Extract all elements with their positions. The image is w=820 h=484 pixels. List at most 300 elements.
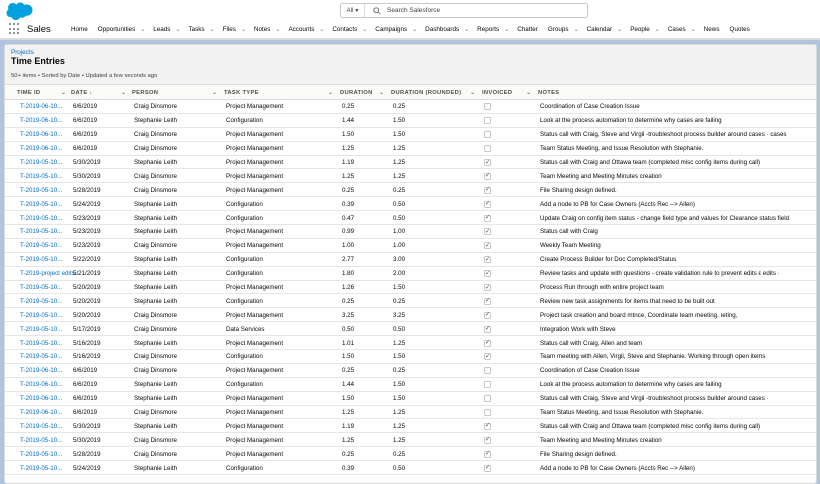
invoiced-checked-icon: ✓	[484, 353, 491, 360]
cell-duration-rounded: 1.25	[393, 409, 406, 417]
table-row[interactable]	[5, 281, 816, 295]
list-view-panel	[4, 44, 817, 484]
cell-invoiced	[484, 336, 536, 350]
cell-person: Stephanie Leith	[134, 381, 178, 389]
nav-item-accounts[interactable]	[288, 20, 332, 38]
cell-duration: 1.25	[342, 145, 355, 153]
column-header-date[interactable]	[71, 86, 93, 100]
cell-duration: 1.26	[342, 284, 355, 292]
cell-time-id[interactable]: T-2019-05-10...	[20, 353, 63, 361]
search-scope-label: All	[346, 7, 354, 14]
cell-invoiced	[484, 447, 536, 461]
cell-person: Craig Dinsmore	[134, 353, 177, 361]
table-row[interactable]	[5, 142, 816, 156]
cell-date: 5/20/2019	[73, 297, 101, 305]
cell-time-id[interactable]: T-2019-05-10...	[20, 325, 63, 333]
cell-notes: Team Meeting and Meeting Minutes creation	[540, 172, 662, 180]
cell-date: 5/17/2019	[73, 325, 101, 333]
chevron-down-icon[interactable]: ⌄	[412, 26, 418, 33]
chevron-down-icon[interactable]: ⌄	[209, 26, 215, 33]
nav-item-label: Leads	[153, 25, 171, 33]
nav-item-dashboards[interactable]	[425, 20, 477, 38]
cell-time-id[interactable]: T-2019-06-10...	[20, 131, 63, 139]
chevron-down-icon[interactable]: ⌄	[690, 26, 696, 33]
cell-time-id[interactable]: T-2019-06-10...	[20, 103, 63, 111]
nav-item-label: Reports	[477, 25, 500, 33]
invoiced-unchecked-icon	[484, 367, 491, 374]
table-row[interactable]	[5, 308, 816, 322]
cell-person: Craig Dinsmore	[134, 409, 177, 417]
cell-date: 5/20/2019	[73, 311, 101, 319]
cell-duration-rounded: 1.25	[393, 145, 406, 153]
chevron-down-icon[interactable]: ⌄	[140, 26, 146, 33]
cell-notes: Look at the process automation to determine why cases are failing	[540, 381, 722, 389]
cell-time-id[interactable]: T-2019-project edits...	[20, 270, 80, 278]
cell-invoiced	[484, 294, 536, 308]
cell-duration: 1.50	[342, 131, 355, 139]
cell-date: 6/6/2019	[73, 117, 98, 125]
cell-person: Stephanie Leith	[134, 117, 178, 125]
invoiced-unchecked-icon	[484, 381, 491, 388]
cell-date: 6/6/2019	[73, 145, 98, 153]
cell-task-type: Configuration	[226, 297, 263, 305]
column-header-label: INVOICED	[482, 90, 513, 96]
cell-task-type: Project Management	[226, 131, 284, 139]
cell-notes: Status call with Craig, Allen and team	[540, 339, 643, 347]
table-row[interactable]	[5, 100, 816, 114]
cell-invoiced	[484, 350, 536, 364]
nav-item-label: Groups	[547, 25, 569, 33]
cell-duration-rounded: 0.25	[393, 103, 406, 111]
cell-person: Craig Dinsmore	[134, 242, 177, 250]
invoiced-checked-icon: ✓	[484, 173, 491, 180]
cell-invoiced	[484, 156, 536, 170]
nav-item-chatter[interactable]	[517, 20, 548, 38]
cell-task-type: Configuration	[226, 464, 263, 472]
cell-notes: Update Craig on config item status - change field type and values for Clearance status field	[540, 214, 790, 222]
cell-time-id[interactable]: T-2019-05-10...	[20, 339, 63, 347]
column-header-task-type[interactable]	[224, 86, 259, 100]
cell-invoiced	[484, 114, 536, 128]
cell-notes: File Sharing design defined.	[540, 450, 617, 458]
table-row[interactable]	[5, 211, 816, 225]
cell-invoiced	[484, 392, 536, 406]
cell-time-id[interactable]: T-2019-05-10...	[20, 172, 63, 180]
search-input[interactable]	[387, 7, 567, 14]
nav-item-reports[interactable]	[477, 20, 517, 38]
cell-duration-rounded: 0.25	[393, 186, 406, 194]
search-scope-dropdown[interactable]	[341, 4, 365, 17]
cell-invoiced	[484, 253, 536, 267]
column-header-invoiced[interactable]	[482, 86, 512, 100]
nav-item-label: News	[703, 25, 720, 33]
column-menu-chevron-icon[interactable]: ⌄	[526, 90, 532, 96]
nav-item-label: Accounts	[288, 25, 315, 33]
cell-duration: 2.77	[342, 256, 355, 264]
cell-time-id[interactable]: T-2019-05-10...	[20, 464, 63, 472]
column-header-label: TASK TYPE	[224, 90, 259, 96]
cell-person: Stephanie Leith	[134, 256, 178, 264]
cell-date: 5/23/2019	[73, 228, 101, 236]
cell-duration: 0.25	[342, 186, 355, 194]
cell-duration: 1.19	[342, 422, 355, 430]
nav-item-label: Quotes	[729, 25, 750, 33]
cell-task-type: Project Management	[226, 395, 284, 403]
cell-invoiced	[484, 169, 536, 183]
cell-person: Stephanie Leith	[134, 228, 178, 236]
search-icon	[373, 7, 381, 15]
cell-time-id[interactable]: T-2019-05-10...	[20, 228, 63, 236]
invoiced-checked-icon: ✓	[484, 437, 491, 444]
table-row[interactable]	[5, 461, 816, 475]
cell-person: Stephanie Leith	[134, 297, 178, 305]
cell-duration-rounded: 3.25	[393, 311, 406, 319]
cell-date: 6/6/2019	[73, 131, 98, 139]
nav-item-label: Dashboards	[425, 25, 460, 33]
cell-duration: 1.19	[342, 159, 355, 166]
chevron-down-icon[interactable]: ⌄	[573, 26, 579, 33]
cell-date: 6/6/2019	[73, 103, 98, 111]
cell-person: Stephanie Leith	[134, 159, 178, 166]
invoiced-checked-icon: ✓	[484, 340, 491, 347]
cell-notes: Status call with Craig	[540, 228, 598, 236]
chevron-down-icon[interactable]: ⌄	[654, 26, 660, 33]
cell-person: Craig Dinsmore	[134, 436, 177, 444]
invoiced-unchecked-icon	[484, 145, 491, 152]
salesforce-cloud-logo-icon[interactable]	[6, 2, 33, 19]
column-header-duration[interactable]	[340, 86, 373, 100]
nav-item-home[interactable]	[71, 20, 98, 38]
cell-date: 5/21/2019	[73, 270, 101, 278]
table-row[interactable]	[5, 406, 816, 420]
nav-item-tasks[interactable]	[188, 20, 222, 38]
cell-duration-rounded: 1.25	[393, 339, 406, 347]
cell-duration-rounded: 1.50	[393, 353, 406, 361]
cell-date: 6/6/2019	[73, 367, 98, 375]
table-row[interactable]	[5, 156, 816, 170]
cell-duration: 0.47	[342, 214, 355, 222]
table-row[interactable]	[5, 447, 816, 461]
cell-person: Craig Dinsmore	[134, 103, 177, 111]
cell-invoiced	[484, 211, 536, 225]
table-row[interactable]	[5, 239, 816, 253]
column-menu-chevron-icon[interactable]: ⌄	[61, 90, 67, 96]
cell-time-id[interactable]: T-2019-05-10...	[20, 311, 63, 319]
breadcrumb[interactable]: Projects	[11, 49, 34, 56]
cell-task-type: Configuration	[226, 117, 263, 125]
cell-time-id[interactable]: T-2019-06-10...	[20, 409, 63, 417]
cell-invoiced	[484, 419, 536, 433]
page-title: Time Entries	[11, 56, 65, 66]
cell-person: Stephanie Leith	[134, 200, 178, 208]
column-menu-chevron-icon[interactable]: ⌄	[379, 90, 385, 96]
table-row[interactable]	[5, 433, 816, 447]
cell-task-type: Project Management	[226, 228, 284, 236]
cell-duration: 0.25	[342, 367, 355, 375]
column-menu-chevron-icon[interactable]: ⌄	[121, 90, 127, 96]
nav-item-campaigns[interactable]	[375, 20, 425, 38]
table-row[interactable]	[5, 294, 816, 308]
chevron-down-icon[interactable]: ⌄	[617, 26, 623, 33]
cell-duration-rounded: 1.25	[393, 159, 406, 166]
cell-invoiced	[484, 239, 536, 253]
table-row[interactable]	[5, 336, 816, 350]
cell-duration-rounded: 0.50	[393, 200, 406, 208]
chevron-down-icon[interactable]: ⌄	[464, 26, 470, 33]
cell-duration: 1.25	[342, 172, 355, 180]
cell-task-type: Configuration	[226, 256, 263, 264]
nav-item-label: Opportunities	[97, 25, 136, 33]
nav-items	[71, 20, 760, 38]
nav-item-label: Contacts	[332, 25, 358, 33]
cell-invoiced	[484, 267, 536, 281]
table-row[interactable]	[5, 197, 816, 211]
app-launcher-icon[interactable]	[9, 23, 21, 35]
list-view-meta: 50+ items • Sorted by Date • Updated a few seconds ago	[11, 73, 158, 79]
table-row[interactable]	[5, 128, 816, 142]
cell-task-type: Project Management	[226, 450, 284, 458]
cell-duration: 0.25	[342, 103, 355, 111]
cell-time-id[interactable]: T-2019-05-10...	[20, 422, 63, 430]
cell-notes: Process Run through with entire project team	[540, 284, 664, 292]
cell-duration: 0.50	[342, 325, 355, 333]
nav-item-groups[interactable]	[548, 20, 587, 38]
cell-notes: Team Meeting and Meeting Minutes creation	[540, 436, 662, 444]
cell-person: Craig Dinsmore	[134, 325, 177, 333]
cell-date: 5/30/2019	[73, 159, 101, 166]
column-header-label: DATE ↓	[71, 90, 93, 96]
cell-time-id[interactable]: T-2019-05-10...	[20, 450, 63, 458]
cell-person: Stephanie Leith	[134, 270, 178, 278]
nav-item-notes[interactable]	[254, 20, 288, 38]
nav-item-label: Files	[222, 25, 236, 33]
invoiced-checked-icon: ✓	[484, 298, 491, 305]
cell-invoiced	[484, 128, 536, 142]
invoiced-checked-icon: ✓	[484, 201, 491, 208]
cell-date: 5/24/2019	[73, 464, 101, 472]
nav-item-cases[interactable]	[668, 20, 704, 38]
cell-person: Craig Dinsmore	[134, 186, 177, 194]
nav-item-label: Home	[71, 25, 88, 33]
nav-item-files[interactable]	[223, 20, 254, 38]
table-row[interactable]	[5, 253, 816, 267]
nav-item-label: Tasks	[188, 25, 205, 33]
cell-time-id[interactable]: T-2019-05-10...	[20, 214, 63, 222]
cell-duration-rounded: 3.00	[393, 256, 406, 264]
cell-notes: Add a node to PB for Case Owners (Accts Rec --> Allen)	[540, 464, 695, 472]
cell-time-id[interactable]: T-2019-06-10...	[20, 117, 63, 125]
cell-duration: 1.44	[342, 117, 355, 125]
column-header-person[interactable]	[132, 86, 158, 100]
invoiced-unchecked-icon	[484, 131, 491, 138]
cell-notes: Team Status Meeting, and Issue Resolution with Stephanie.	[540, 409, 704, 417]
cell-duration-rounded: 0.50	[393, 214, 406, 222]
table-row[interactable]	[5, 225, 816, 239]
cell-task-type: Data Services	[226, 325, 265, 333]
column-header-duration-rounded[interactable]	[391, 86, 461, 100]
cell-duration: 0.25	[342, 450, 355, 458]
cell-duration: 1.25	[342, 409, 355, 417]
cell-person: Craig Dinsmore	[134, 367, 177, 375]
table-row[interactable]	[5, 419, 816, 433]
cell-notes: Team Status Meeting, and Issue Resolution with Stephanie.	[540, 145, 704, 153]
cell-task-type: Project Management	[226, 409, 284, 417]
cell-time-id[interactable]: T-2019-06-10...	[20, 367, 63, 375]
cell-person: Stephanie Leith	[134, 395, 178, 403]
column-header-label: NOTES	[538, 90, 560, 96]
table-row[interactable]	[5, 350, 816, 364]
column-header-label: DURATION	[340, 90, 373, 96]
cell-time-id[interactable]: T-2019-06-10...	[20, 381, 63, 389]
column-menu-chevron-icon[interactable]: ⌄	[212, 90, 218, 96]
cell-invoiced	[484, 197, 536, 211]
chevron-down-icon[interactable]: ⌄	[275, 26, 281, 33]
cell-task-type: Project Management	[226, 422, 284, 430]
cell-date: 5/30/2019	[73, 436, 101, 444]
cell-time-id[interactable]: T-2019-06-10...	[20, 145, 63, 153]
table-row[interactable]	[5, 169, 816, 183]
chevron-down-icon[interactable]: ⌄	[504, 26, 510, 33]
global-header	[0, 0, 820, 20]
cell-duration: 1.50	[342, 395, 355, 403]
invoiced-checked-icon: ✓	[484, 312, 491, 319]
nav-item-label: Cases	[667, 25, 686, 33]
cell-duration-rounded: 1.50	[393, 395, 406, 403]
table-row[interactable]	[5, 392, 816, 406]
cell-invoiced	[484, 433, 536, 447]
cell-time-id[interactable]: T-2019-05-10...	[20, 159, 63, 166]
cell-notes: Review new task assignments for items that need to be built out	[540, 297, 715, 305]
cell-invoiced	[484, 281, 536, 295]
cell-task-type: Project Management	[226, 103, 284, 111]
cell-notes: Team meeting with Allen, Virgil, Steve and Stephanie. Working through open items	[540, 353, 766, 361]
list-view-header	[5, 45, 816, 85]
cell-person: Stephanie Leith	[134, 214, 178, 222]
cell-notes: Create Process Builder for Doc Completed/Status	[540, 256, 677, 264]
cell-duration: 1.01	[342, 339, 355, 347]
invoiced-checked-icon: ✓	[484, 187, 491, 194]
cell-duration: 3.25	[342, 311, 355, 319]
cell-time-id[interactable]: T-2019-06-10...	[20, 395, 63, 403]
cell-duration: 0.39	[342, 200, 355, 208]
column-header-notes[interactable]	[538, 86, 559, 100]
nav-item-label: People	[630, 25, 650, 33]
cell-time-id[interactable]: T-2019-05-10...	[20, 436, 63, 444]
cell-time-id[interactable]: T-2019-05-10...	[20, 186, 63, 194]
cell-date: 6/6/2019	[73, 395, 98, 403]
cell-task-type: Project Management	[226, 284, 284, 292]
cell-notes: Review tasks and update with questions - create validation rule to prevent edits ε edits ·	[540, 270, 780, 278]
invoiced-checked-icon: ✓	[484, 423, 491, 430]
cell-date: 5/28/2019	[73, 186, 101, 194]
nav-item-people[interactable]	[630, 20, 668, 38]
cell-date: 5/22/2019	[73, 256, 101, 264]
cell-task-type: Project Management	[226, 339, 284, 347]
cell-person: Stephanie Leith	[134, 339, 178, 347]
cell-task-type: Configuration	[226, 270, 263, 278]
cell-person: Craig Dinsmore	[134, 311, 177, 319]
cell-person: Craig Dinsmore	[134, 172, 177, 180]
column-header-time-id[interactable]	[17, 86, 40, 100]
cell-notes: Look at the process automation to determine why cases are failing	[540, 117, 722, 125]
table-header-row	[5, 86, 816, 100]
invoiced-checked-icon: ✓	[484, 284, 491, 291]
table-row[interactable]	[5, 378, 816, 392]
cell-invoiced	[484, 308, 536, 322]
invoiced-checked-icon: ✓	[484, 270, 491, 277]
column-menu-chevron-icon[interactable]: ⌄	[328, 90, 334, 96]
invoiced-checked-icon: ✓	[484, 256, 491, 263]
invoiced-checked-icon: ✓	[484, 242, 491, 249]
nav-item-contacts[interactable]	[332, 20, 375, 38]
table-row[interactable]	[5, 183, 816, 197]
nav-item-opportunities[interactable]	[98, 20, 153, 38]
cell-duration-rounded: 0.25	[393, 367, 406, 375]
nav-item-label: Chatter	[517, 25, 538, 33]
cell-invoiced	[484, 100, 536, 114]
cell-time-id[interactable]: T-2019-05-10...	[20, 284, 63, 292]
cell-duration: 0.25	[342, 297, 355, 305]
cell-notes: Add a node to PB for Case Owners (Accts Rec --> Allen)	[540, 200, 695, 208]
cell-time-id[interactable]: T-2019-05-10...	[20, 297, 63, 305]
cell-notes: File Sharing design defined.	[540, 186, 617, 194]
column-menu-chevron-icon[interactable]: ⌄	[470, 90, 476, 96]
cell-notes: Coordination of Case Creation Issue	[540, 103, 640, 111]
chevron-down-icon[interactable]: ⌄	[175, 26, 181, 33]
cell-notes: Coordination of Case Creation Issue	[540, 367, 640, 375]
cell-person: Craig Dinsmore	[134, 131, 177, 139]
cell-duration: 1.80	[342, 270, 355, 278]
nav-item-label: Notes	[253, 25, 271, 33]
chevron-down-icon[interactable]: ⌄	[319, 26, 325, 33]
cell-duration-rounded: 0.50	[393, 325, 406, 333]
invoiced-unchecked-icon	[484, 103, 491, 110]
invoiced-unchecked-icon	[484, 409, 491, 416]
table-row[interactable]	[5, 114, 816, 128]
cell-time-id[interactable]: T-2019-05-10...	[20, 242, 63, 250]
cell-date: 6/6/2019	[73, 381, 98, 389]
nav-item-leads[interactable]	[153, 20, 188, 38]
cell-time-id[interactable]: T-2019-05-10...	[20, 256, 63, 264]
chevron-down-icon[interactable]: ⌄	[362, 26, 368, 33]
cell-person: Stephanie Leith	[134, 422, 178, 430]
cell-date: 5/30/2019	[73, 172, 101, 180]
table-row[interactable]	[5, 364, 816, 378]
cell-date: 5/24/2019	[73, 200, 101, 208]
cell-notes: Status call with Craig and Ottawa team (completed misc config items during call)	[540, 159, 761, 166]
table-row[interactable]	[5, 322, 816, 336]
table-row[interactable]	[5, 267, 816, 281]
column-header-label: TIME ID	[17, 90, 41, 96]
nav-item-calendar[interactable]	[587, 20, 631, 38]
cell-duration: 1.25	[342, 436, 355, 444]
cell-time-id[interactable]: T-2019-05-10...	[20, 200, 63, 208]
cell-person: Craig Dinsmore	[134, 145, 177, 153]
cell-task-type: Configuration	[226, 214, 263, 222]
nav-item-quotes[interactable]	[729, 20, 759, 38]
nav-item-news[interactable]	[704, 20, 730, 38]
cell-date: 5/16/2019	[73, 339, 101, 347]
cell-task-type: Configuration	[226, 200, 263, 208]
cell-task-type: Project Management	[226, 242, 284, 250]
cell-date: 5/23/2019	[73, 214, 101, 222]
cell-duration-rounded: 1.25	[393, 422, 406, 430]
chevron-down-icon[interactable]: ⌄	[240, 26, 246, 33]
cell-invoiced	[484, 142, 536, 156]
cell-task-type: Configuration	[226, 381, 263, 389]
cell-duration-rounded: 2.00	[393, 270, 406, 278]
cell-duration-rounded: 1.00	[393, 242, 406, 250]
